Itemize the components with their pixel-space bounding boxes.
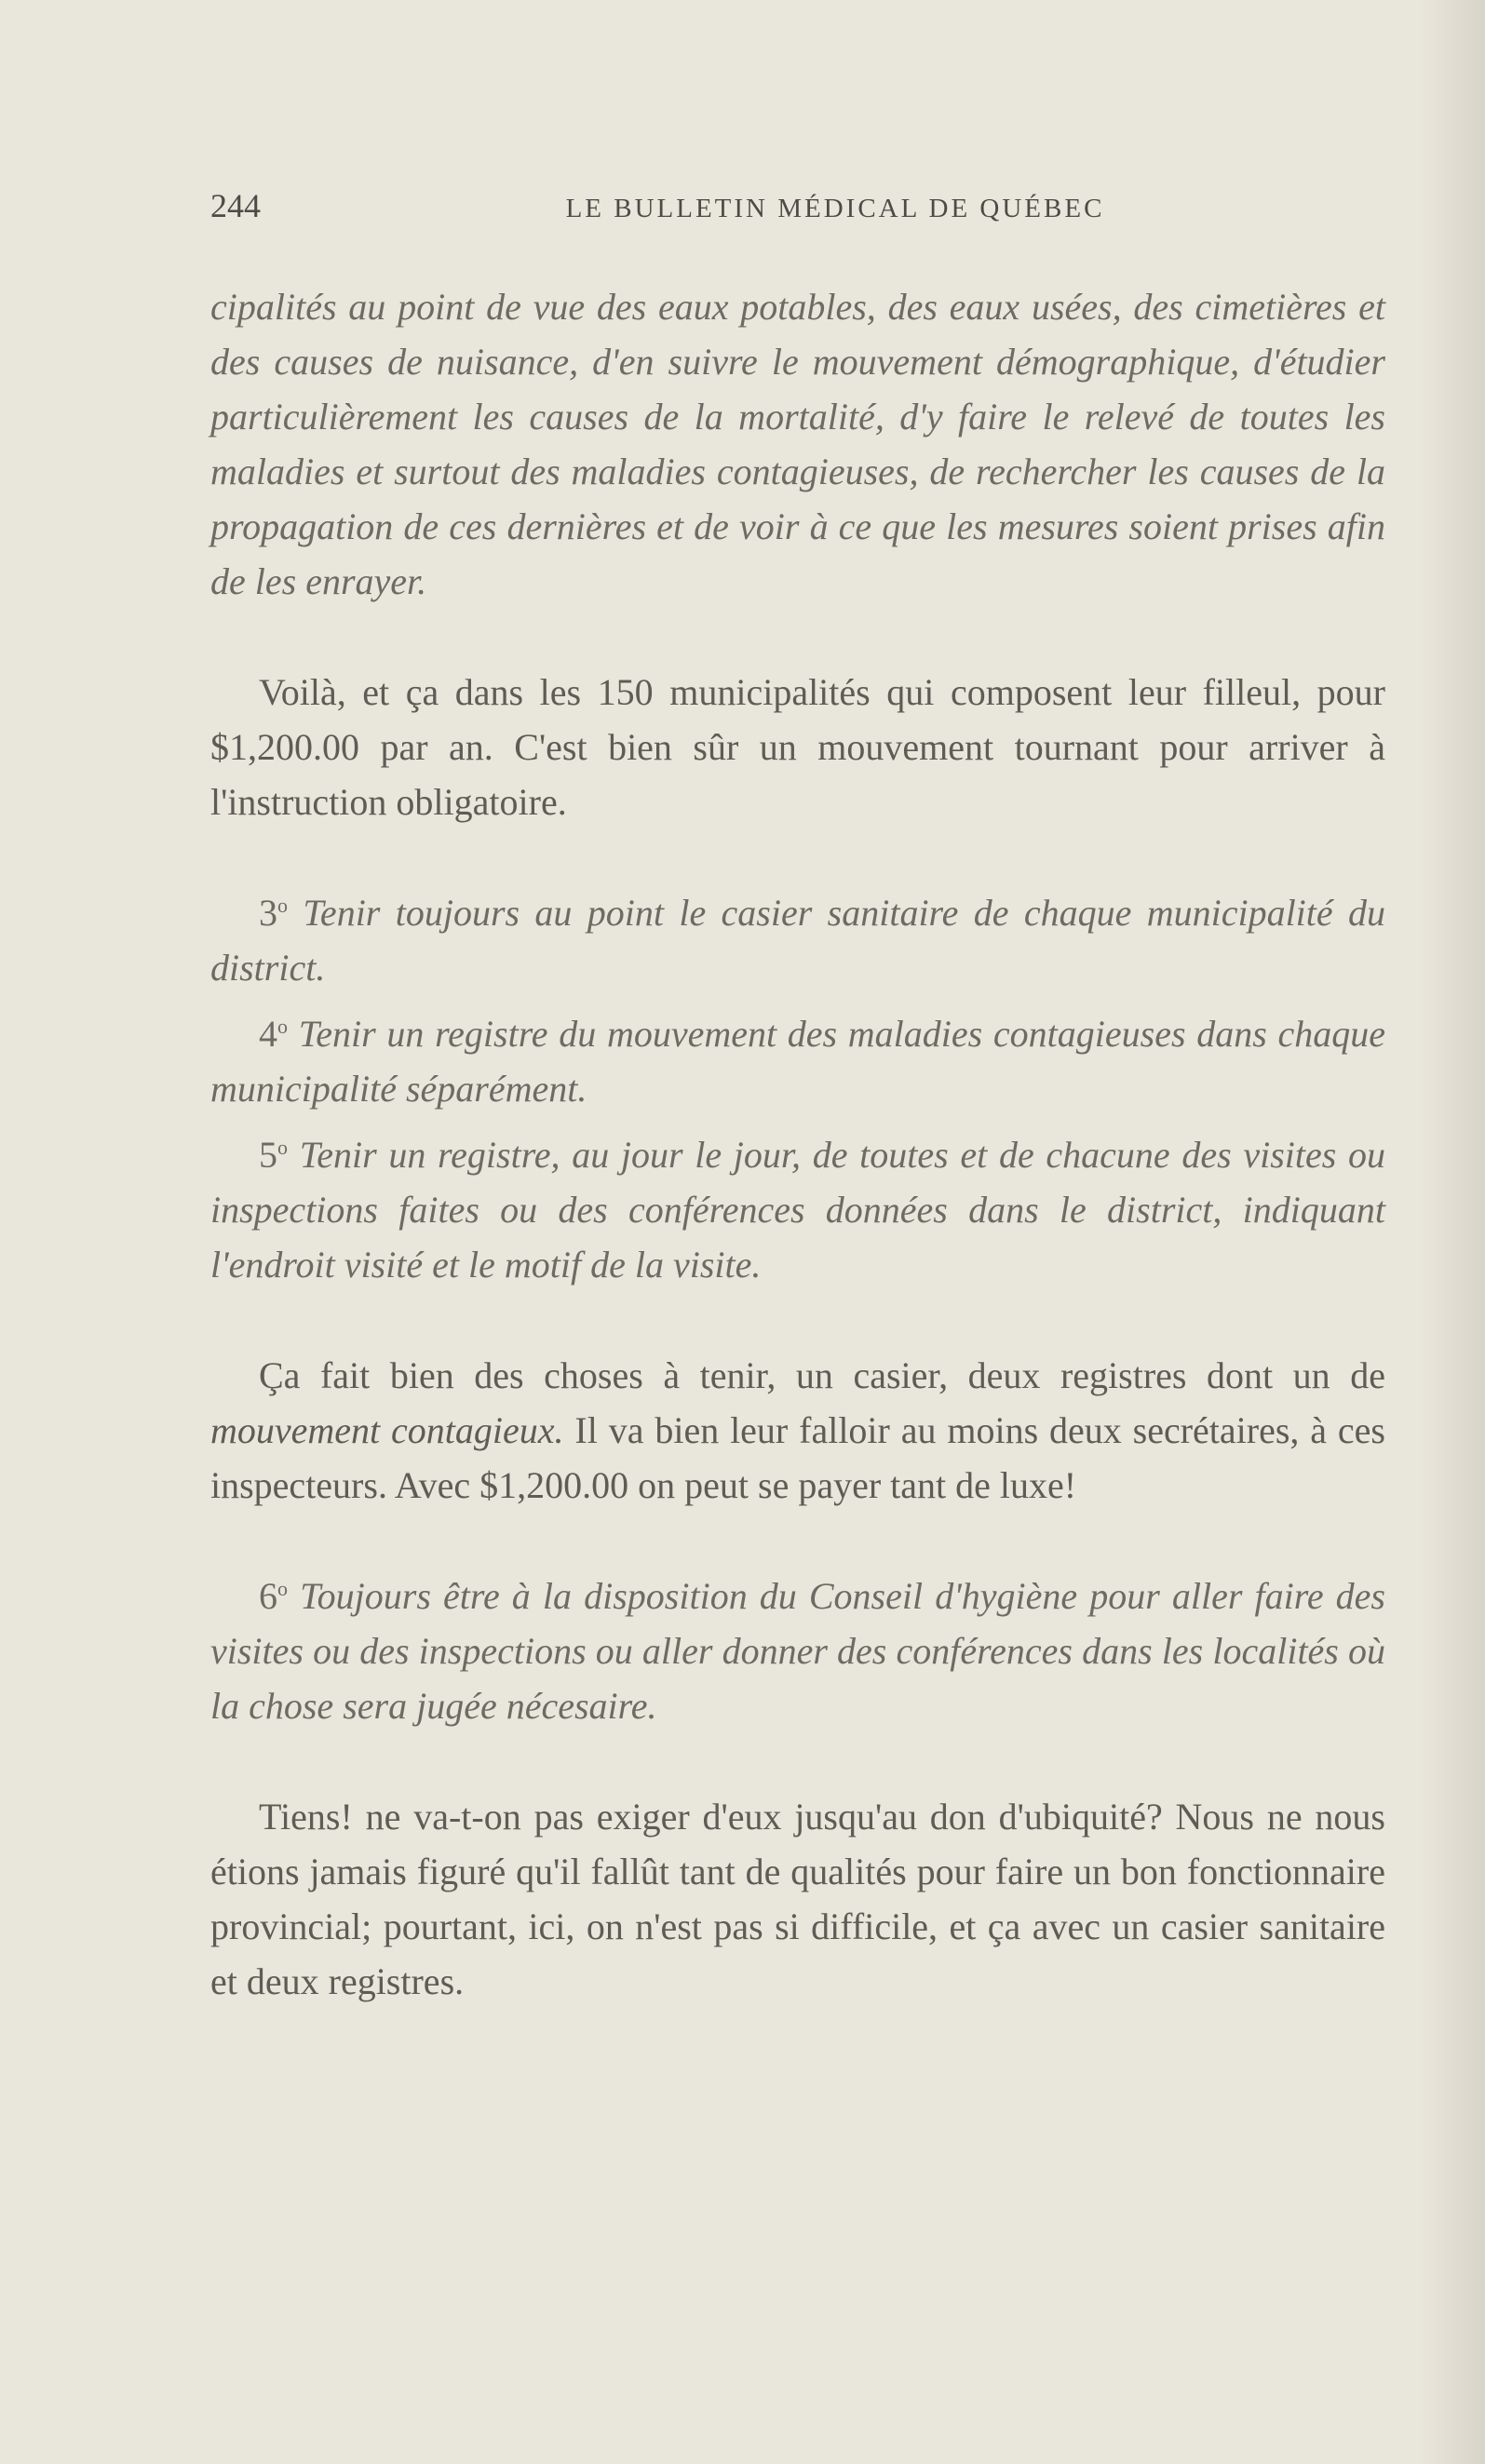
paragraph-ca-fait-part-2: Il va bien leur falloir au moins deux secrétaires, à ces inspecteurs. Avec $1,200.00 on peut se payer tant de luxe! [210, 1409, 1386, 1506]
list-item-6-text: Toujours être à la disposition du Conseil d'hygiène pour aller faire des visites ou des inspections ou aller donner des conférences dans les localités où la chose sera jugée nécesaire. [210, 1575, 1385, 1727]
list-item-4-number: 4$^o$ [259, 1013, 288, 1055]
list-item-4-text: Tenir un registre du mouvement des maladies contagieuses dans chaque municipalité séparément. [210, 1013, 1386, 1110]
journal-title: LE BULLETIN MÉDICAL DE QUÉBEC [565, 194, 1105, 223]
book-page [210, 186, 1385, 2009]
list-item-5-number: 5$^o$ [259, 1134, 288, 1176]
paragraph-voila: Voilà, et ça dans les 150 municipalités qui composent leur filleul, pour $1,200.00 par an. C'est bien sûr un mouvement tournant pour arriver à l'instruction obligatoire. [210, 671, 1385, 823]
paragraph-ca-fait-part-1: Ça fait bien des choses à tenir, un casier, deux registres dont un de [259, 1354, 1385, 1396]
list-item-6 [210, 1569, 1385, 1733]
list-item-3 [210, 885, 1385, 995]
page-number: 244 [210, 187, 261, 224]
list-item-3-text: Tenir toujours au point le casier sanitaire de chaque municipalité du district. [210, 892, 1386, 989]
list-item-4 [210, 1006, 1385, 1116]
paragraph-ca-fait-emphasis: mouvement contagieux. [210, 1409, 564, 1451]
paragraph-continuation: cipalités au point de vue des eaux potables, des eaux usées, des cimetières et des causes de nuisance, d'en suivre le mouvement démographique, d'étudier particulièrement les causes de la mortalité, d'y faire le relevé de toutes les maladies et surtout des maladies contagieuses, de rechercher les causes de la propagation de ces dernières et de voir à ce que les mesures soient prises afin de les enrayer. [210, 286, 1385, 602]
list-item-5 [210, 1127, 1385, 1292]
page-edge-shadow [1420, 0, 1485, 2464]
running-head [210, 186, 1385, 242]
paragraph-tiens: Tiens! ne va-t-on pas exiger d'eux jusqu'au don d'ubiquité? Nous ne nous étions jamais figuré qu'il fallût tant de qualités pour faire un bon fonctionnaire provincial; pourtant, ici, on n'est pas si difficile, et ça avec un casier sanitaire et deux registres. [210, 1796, 1385, 2002]
paragraph-ca-fait [210, 1348, 1385, 1513]
list-item-3-number: 3$^o$ [259, 892, 288, 934]
list-item-6-number: 6$^o$ [259, 1575, 288, 1617]
list-item-5-text: Tenir un registre, au jour le jour, de toutes et de chacune des visites ou inspections faites ou des conférences données dans le district, indiquant l'endroit visité et le motif de la visite. [210, 1134, 1386, 1286]
